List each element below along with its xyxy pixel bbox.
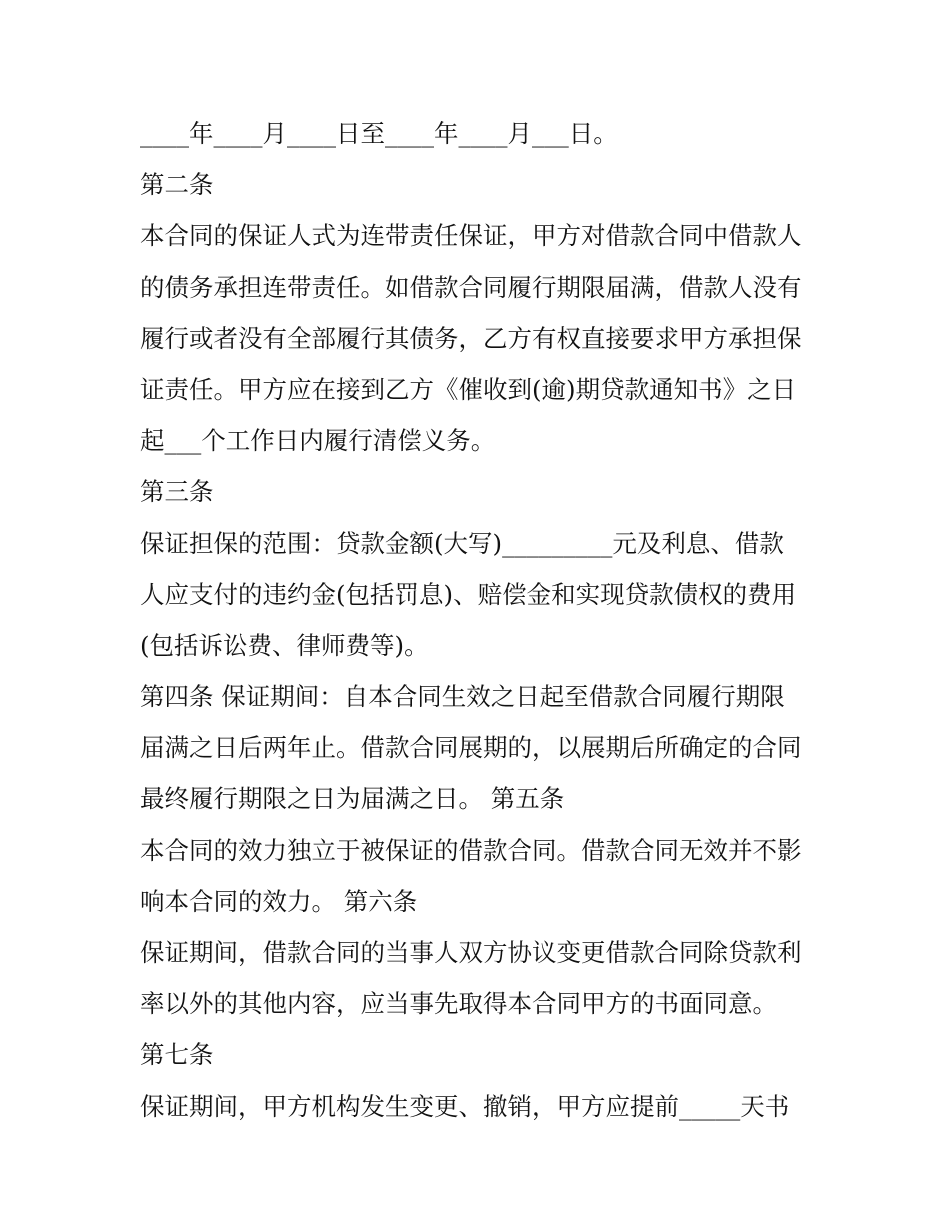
article-3-text-line-1: 保证担保的范围：贷款金额(大写)_________元及利息、借款 xyxy=(140,528,784,558)
article-2-text-line-1: 本合同的保证人式为连带责任保证，甲方对借款合同中借款人 xyxy=(140,221,802,251)
article-4-text-line-2: 届满之日后两年止。借款合同展期的，以展期后所确定的合同 xyxy=(140,733,802,763)
article-2-text-line-2: 的债务承担连带责任。如借款合同履行期限届满，借款人没有 xyxy=(140,272,802,302)
article-2-text-line-3: 履行或者没有全部履行其债务，乙方有权直接要求甲方承担保 xyxy=(140,323,802,353)
article-2-text-line-5: 起___个工作日内履行清偿义务。 xyxy=(140,426,496,456)
article-2-text-line-4: 证责任。甲方应在接到乙方《催收到(逾)期贷款通知书》之日 xyxy=(140,374,797,404)
contract-text xyxy=(140,108,830,1132)
article-7-text-line-1: 保证期间，甲方机构发生变更、撤销，甲方应提前_____天书 xyxy=(140,1091,790,1121)
article-5-text-line-1: 本合同的效力独立于被保证的借款合同。借款合同无效并不影 xyxy=(140,835,802,865)
date-range-line: ____年____月____日至____年____月___日。 xyxy=(140,119,618,148)
article-4-text-line-3: 最终履行期限之日为届满之日。 第五条 xyxy=(140,784,565,814)
article-3-text-line-3: (包括诉讼费、律师费等)。 xyxy=(140,630,429,660)
article-6-text-line-2: 率以外的其他内容，应当事先取得本合同甲方的书面同意。 xyxy=(140,989,777,1019)
article-6-text-line-1: 保证期间，借款合同的当事人双方协议变更借款合同除贷款利 xyxy=(140,938,802,967)
article-2-heading: 第二条 xyxy=(140,170,214,200)
article-5-text-line-2: 响本合同的效力。 第六条 xyxy=(140,886,418,916)
article-3-text-line-2: 人应支付的违约金(包括罚息)、赔偿金和实现贷款债权的费用 xyxy=(140,579,797,609)
article-4-text-line-1: 第四条 保证期间：自本合同生效之日起至借款合同履行期限 xyxy=(140,682,785,712)
article-3-heading: 第三条 xyxy=(140,477,214,507)
article-7-heading: 第七条 xyxy=(140,1040,214,1070)
